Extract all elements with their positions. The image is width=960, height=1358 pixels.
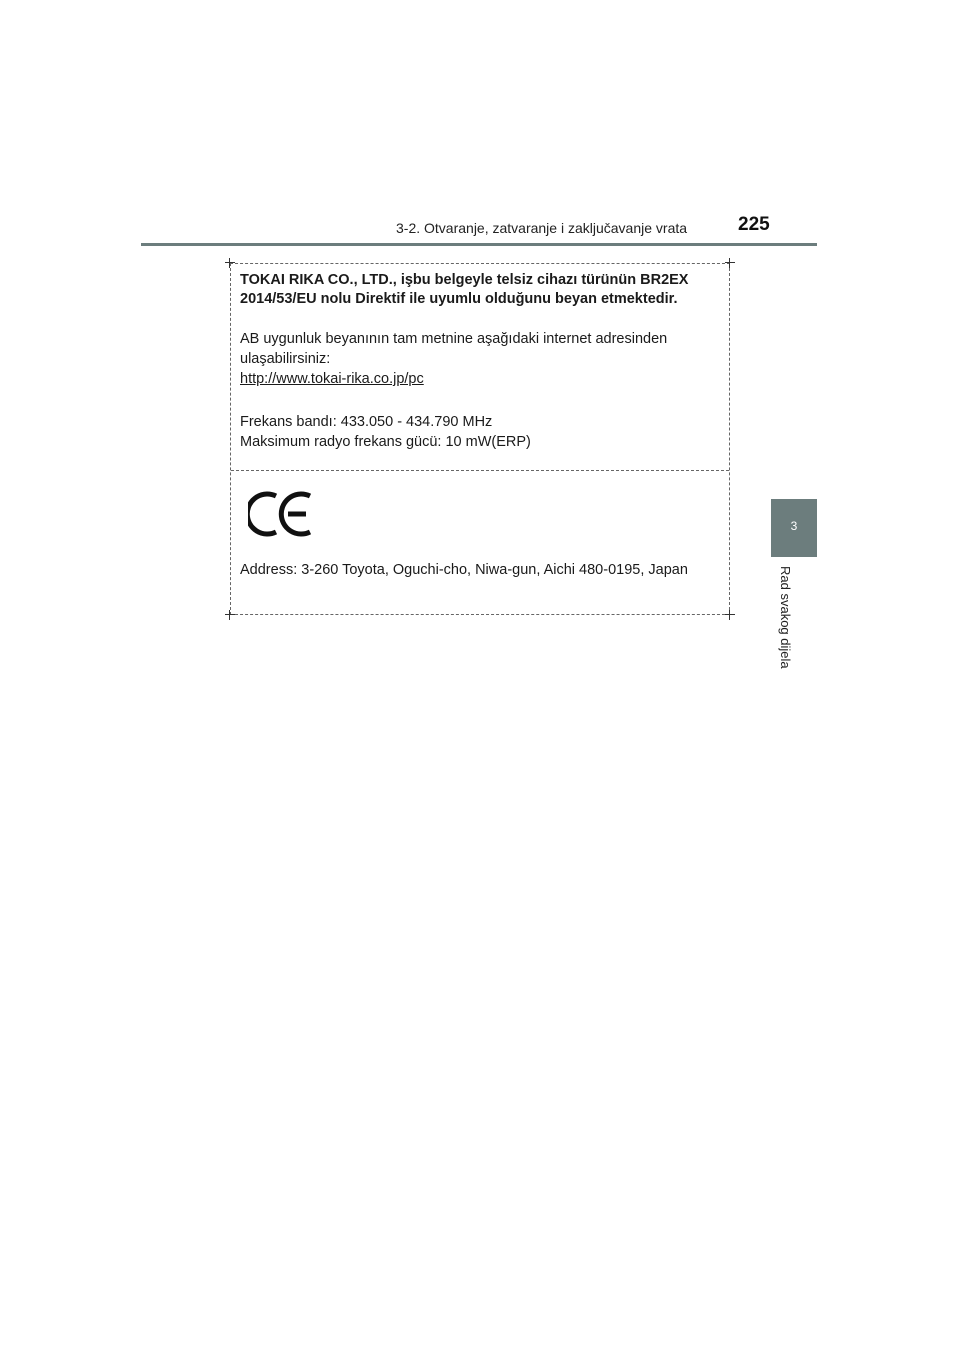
running-header: 3-2. Otvaranje, zatvaranje i zaključavanje vrata [396, 220, 688, 236]
manufacturer-address: Address: 3-260 Toyota, Oguchi-cho, Niwa-gun, Aichi 480-0195, Japan [240, 562, 688, 578]
frequency-band: Frekans bandı: 433.050 - 434.790 MHz [240, 414, 493, 430]
crop-mark [227, 612, 233, 618]
crop-mark [727, 260, 733, 266]
chapter-tab [771, 499, 817, 557]
declaration-line-3: AB uygunluk beyanının tam metnine aşağıdaki internet adresinden [240, 331, 668, 347]
header-rule [141, 243, 817, 246]
crop-mark [227, 260, 233, 266]
declaration-url[interactable]: http://www.tokai-rika.co.jp/pc [240, 371, 424, 387]
conformity-declaration-box [230, 263, 730, 615]
section-divider [231, 470, 729, 471]
crop-mark [727, 612, 733, 618]
chapter-title: Rad svakog dijela [778, 566, 793, 669]
ce-mark-icon [248, 488, 312, 538]
max-power: Maksimum radyo frekans gücü: 10 mW(ERP) [240, 434, 531, 450]
declaration-line-2: 2014/53/EU nolu Direktif ile uyumlu olduğunu beyan etmektedir. [240, 291, 678, 307]
declaration-line-1: TOKAI RIKA CO., LTD., işbu belgeyle telsiz cihazı türünün BR2EX [240, 272, 689, 288]
declaration-line-4: ulaşabilirsiniz: [240, 351, 331, 367]
chapter-number: 3 [790, 519, 798, 533]
page-number: 225 [738, 214, 770, 235]
